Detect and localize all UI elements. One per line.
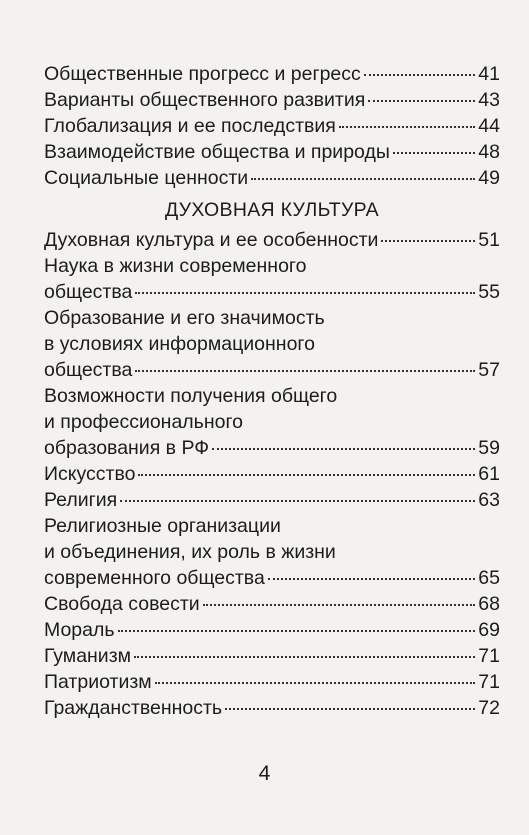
toc-page-number: 69 — [478, 619, 500, 641]
toc-entry — [44, 461, 500, 487]
toc-entry — [44, 513, 500, 591]
toc-entry-text: Духовная культура и ее особенности — [44, 229, 379, 251]
dot-leader — [225, 708, 475, 710]
toc-entry-text: Социальные ценности — [44, 167, 249, 189]
toc-list-section — [44, 227, 500, 721]
dot-leader — [155, 682, 476, 684]
toc-entry-last-line — [44, 669, 500, 695]
page-number: 4 — [258, 762, 271, 785]
toc-list-top — [44, 61, 500, 191]
toc-entry — [44, 617, 500, 643]
toc-entry-text: общества — [44, 281, 133, 303]
toc-page-number: 68 — [478, 593, 500, 615]
dot-leader — [381, 240, 475, 242]
toc-entry-text: Образование и его значимость — [44, 307, 325, 329]
toc-entry-last-line — [44, 357, 500, 383]
dot-leader — [135, 292, 475, 294]
dot-leader — [364, 74, 476, 76]
toc-entry — [44, 113, 500, 139]
table-of-contents — [44, 61, 500, 721]
dot-leader — [268, 578, 476, 580]
toc-entry-text: и объединения, их роль в жизни — [44, 541, 336, 563]
toc-entry-last-line — [44, 695, 500, 721]
toc-entry-last-line — [44, 61, 500, 87]
toc-entry-text: Религиозные организации — [44, 515, 281, 537]
toc-entry — [44, 305, 500, 383]
toc-entry-text: Возможности получения общего — [44, 385, 338, 407]
toc-entry-last-line — [44, 87, 500, 113]
toc-entry — [44, 139, 500, 165]
toc-entry-text: Свобода совести — [44, 593, 200, 615]
toc-entry — [44, 669, 500, 695]
toc-entry-text: Гуманизм — [44, 645, 132, 667]
toc-page-number: 55 — [478, 281, 500, 303]
toc-entry — [44, 87, 500, 113]
toc-entry-last-line — [44, 461, 500, 487]
section-title: ДУХОВНАЯ КУЛЬТУРА — [164, 199, 379, 221]
toc-entry-text: современного общества — [44, 567, 265, 589]
toc-entry-text: Глобализация и ее последствия — [44, 115, 336, 137]
dot-leader — [212, 448, 475, 450]
toc-page-number: 71 — [478, 671, 500, 693]
toc-page-number: 59 — [478, 437, 500, 459]
toc-entry — [44, 383, 500, 461]
toc-page-number: 41 — [478, 63, 500, 85]
toc-entry-text: в условиях информационного — [44, 333, 315, 355]
toc-entry-text: общества — [44, 359, 133, 381]
toc-page-number: 49 — [478, 167, 500, 189]
toc-entry-last-line — [44, 279, 500, 305]
toc-entry-last-line — [44, 435, 500, 461]
dot-leader — [203, 604, 476, 606]
dot-leader — [134, 656, 475, 658]
dot-leader — [135, 370, 475, 372]
toc-entry-last-line — [44, 617, 500, 643]
toc-page-number: 51 — [478, 229, 500, 251]
dot-leader — [339, 126, 475, 128]
toc-entry-last-line — [44, 227, 500, 253]
toc-entry — [44, 253, 500, 305]
toc-entry-text: Варианты общественного развития — [44, 89, 366, 111]
toc-entry — [44, 61, 500, 87]
dot-leader — [138, 474, 475, 476]
toc-entry-text: Общественные прогресс и регресс — [44, 63, 361, 85]
toc-page-number: 44 — [478, 115, 500, 137]
toc-page-number: 65 — [478, 567, 500, 589]
toc-entry — [44, 487, 500, 513]
toc-entry-last-line — [44, 165, 500, 191]
toc-entry-text: Взаимодействие общества и природы — [44, 141, 390, 163]
toc-entry-text: Религия — [44, 489, 118, 511]
toc-entry-text: Патриотизм — [44, 671, 152, 693]
toc-entry-last-line — [44, 487, 500, 513]
toc-entry — [44, 227, 500, 253]
toc-page-number: 61 — [478, 463, 500, 485]
toc-entry-text: образования в РФ — [44, 437, 210, 459]
toc-page-number: 57 — [478, 359, 500, 381]
dot-leader — [120, 500, 475, 502]
toc-entry — [44, 591, 500, 617]
toc-entry-text: Гражданственность — [44, 697, 223, 719]
dot-leader — [118, 630, 476, 632]
toc-entry-last-line — [44, 643, 500, 669]
toc-entry-text: Мораль — [44, 619, 115, 641]
dot-leader — [368, 100, 475, 102]
toc-entry-last-line — [44, 113, 500, 139]
toc-page-number: 63 — [478, 489, 500, 511]
toc-entry-text: Наука в жизни современного — [44, 255, 307, 277]
toc-entry — [44, 643, 500, 669]
toc-entry-last-line — [44, 139, 500, 165]
toc-page-number: 71 — [478, 645, 500, 667]
dot-leader — [251, 178, 475, 180]
toc-entry-text: Искусство — [44, 463, 136, 485]
toc-entry-last-line — [44, 591, 500, 617]
toc-entry — [44, 165, 500, 191]
toc-page-number: 43 — [478, 89, 500, 111]
toc-page-number: 72 — [478, 697, 500, 719]
toc-page-number: 48 — [478, 141, 500, 163]
toc-entry — [44, 695, 500, 721]
toc-entry-last-line — [44, 565, 500, 591]
dot-leader — [393, 152, 475, 154]
toc-entry-text: и профессионального — [44, 411, 243, 433]
